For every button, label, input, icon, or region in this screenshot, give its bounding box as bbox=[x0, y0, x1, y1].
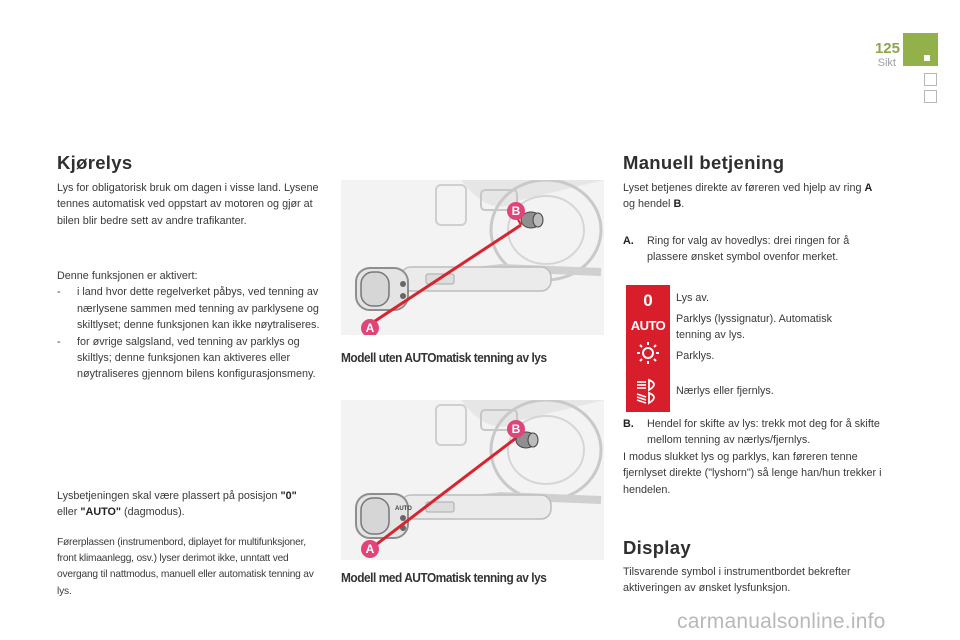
parking-light-icon bbox=[626, 341, 670, 370]
marker-b: B bbox=[507, 420, 525, 438]
manuell-intro bbox=[623, 180, 883, 213]
symbol-desc-auto: Parklys (lyssignatur). Automatisk tenning av lys. bbox=[676, 313, 833, 342]
item-b-text: Hendel for skifte av lys: trekk mot deg for å skifte mellom tenning av nærlys/fjernlys. bbox=[647, 418, 880, 447]
item-a bbox=[623, 233, 888, 266]
activation-list bbox=[57, 284, 332, 382]
intro-ref-b: B bbox=[673, 198, 682, 211]
item-a-label: A. bbox=[623, 235, 634, 247]
item-b bbox=[623, 416, 888, 498]
marker-b: B bbox=[507, 202, 525, 220]
list-item: - for øvrige salgsland, ved tenning av parklys og skiltlys; denne funksjonen kan aktiveres eller nøytraliseres gjennom bilens konfigurasjonsmeny. bbox=[57, 334, 332, 383]
intro-ref-a: A bbox=[864, 182, 873, 194]
kjorelys-intro: Lys for obligatorisk bruk om dagen i visse land. Lysene tennes automatisk ved oppstart av motoren og gjør at bilen blir bedre sett av andre trafikanter. bbox=[57, 182, 319, 227]
caption-without-auto: Modell uten AUTOmatisk tenning av lys bbox=[341, 350, 547, 365]
chapter-box-icon bbox=[924, 73, 937, 86]
watermark: carmanualsonline.info bbox=[677, 610, 886, 633]
stalk-illustration-2 bbox=[341, 400, 604, 560]
kjorelys-title: Kjørelys bbox=[57, 152, 133, 173]
intro-text-2: og hendel bbox=[623, 198, 671, 211]
tab-marker-icon bbox=[924, 55, 930, 61]
position-text-end: (dagmodus). bbox=[124, 506, 185, 519]
list-item: - i land hvor dette regelverket påbys, ved tenning av nærlysene sammen med tenning av parklysene og skiltlyset; denne funksjonen kan ikke nøytraliseres. bbox=[57, 284, 332, 333]
display-text: Tilsvarende symbol i instrumentbordet bekrefter aktiveringen av ønsket lysfunksjon. bbox=[623, 566, 851, 595]
item-a-text: Ring for valg av hovedlys: drei ringen for å plassere ønsket symbol ovenfor merket. bbox=[647, 235, 850, 264]
position-zero: "0" bbox=[280, 490, 297, 502]
illustration-with-auto bbox=[341, 400, 604, 560]
marker-a: A bbox=[361, 319, 379, 335]
intro-period: . bbox=[681, 198, 685, 211]
position-auto: "AUTO" bbox=[80, 506, 122, 519]
marker-a: A bbox=[361, 540, 379, 558]
page-number: 125 bbox=[874, 40, 900, 57]
item-b-label: B. bbox=[623, 418, 634, 430]
activation-heading: Denne funksjonen er aktivert: bbox=[57, 270, 198, 282]
symbol-desc-headlight: Nærlys eller fjernlys. bbox=[676, 385, 774, 397]
caption-with-auto: Modell med AUTOmatisk tenning av lys bbox=[341, 570, 547, 585]
dashboard-note: Førerplassen (instrumenbord, diplayet for multifunksjoner, front klimaanlegg, osv.) lyser derimot ikke, unntatt ved overgang til nattmodus, manuell eller automatisk tenning av lys. bbox=[57, 537, 314, 597]
kjorelys-activation bbox=[57, 268, 332, 383]
illustration-without-auto bbox=[341, 180, 604, 335]
symbol-panel bbox=[626, 285, 670, 412]
auto-icon: AUTO bbox=[630, 318, 666, 333]
intro-text: Lyset betjenes direkte av føreren ved hjelp av ring bbox=[623, 182, 862, 194]
position-note bbox=[57, 488, 317, 521]
stalk-auto-label: AUTO bbox=[395, 506, 412, 512]
position-or: eller bbox=[57, 506, 78, 519]
symbol-desc-parking: Parklys. bbox=[676, 350, 715, 362]
headlight-icon bbox=[626, 378, 670, 411]
manuell-title: Manuell betjening bbox=[623, 152, 785, 173]
chapter-tab bbox=[903, 33, 938, 66]
chapter-box-icon bbox=[924, 90, 937, 103]
stalk-illustration-1 bbox=[341, 180, 604, 335]
display-title: Display bbox=[623, 537, 691, 558]
position-text: Lysbetjeningen skal være plassert på posisjon bbox=[57, 490, 278, 502]
symbol-desc-off: Lys av. bbox=[676, 292, 710, 304]
section-name: Sikt bbox=[877, 57, 896, 69]
switched-off-text: I modus slukket lys og parklys, kan føreren tenne fjernlyset direkte ("lyshorn") så lenge han/hun trekker i hendelen. bbox=[623, 450, 882, 496]
off-zero-icon: 0 bbox=[643, 291, 653, 310]
